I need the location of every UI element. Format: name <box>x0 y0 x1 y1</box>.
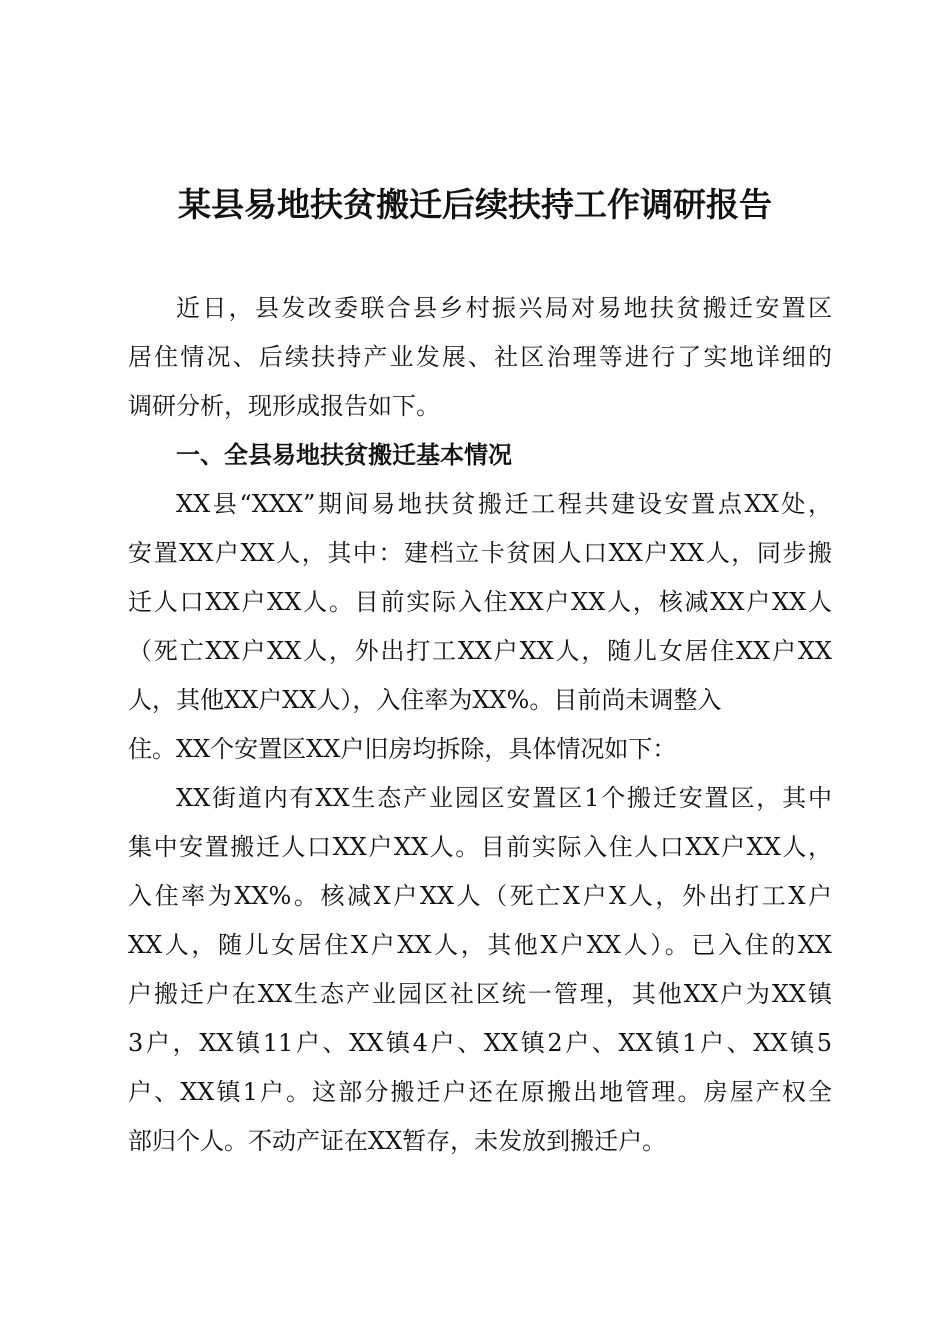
paragraph-3-line-7: 户、XX镇1户。这部分搬迁户还在原搬出地管理。房屋产权全 <box>128 1078 832 1106</box>
paragraph-2-line-4: （死亡XX户XX人，外出打工XX户XX人，随儿女居住XX户XX <box>128 637 832 665</box>
paragraph-3-line-6: 3户，XX镇11户、XX镇4户、XX镇2户、XX镇1户、XX镇5 <box>128 1029 832 1057</box>
paragraph-2-line-1: XX县“XXX”期间易地扶贫搬迁工程共建设安置点XX处， <box>176 490 832 518</box>
paragraph-3-line-3: 入住率为XX%。核减X户XX人（死亡X户X人，外出打工X户 <box>128 882 832 910</box>
paragraph-1-line-3: 调研分析，现形成报告如下。 <box>128 392 440 420</box>
paragraph-2-line-6: 住。XX个安置区XX户旧房均拆除，具体情况如下： <box>128 735 677 763</box>
paragraph-3-line-4: XX人，随儿女居住X户XX人，其他X户XX人）。已入住的XX <box>128 931 832 959</box>
paragraph-2-line-3: 迁人口XX户XX人。目前实际入住XX户XX人，核减XX户XX人 <box>128 588 832 616</box>
paragraph-3-line-1: XX街道内有XX生态产业园区安置区1个搬迁安置区，其中 <box>176 784 832 812</box>
paragraph-3-line-2: 集中安置搬迁人口XX户XX人。目前实际入住人口XX户XX人， <box>128 833 832 861</box>
paragraph-3-line-8: 部归个人。不动产证在XX暂存，未发放到搬迁户。 <box>128 1127 667 1155</box>
paragraph-2-line-5: 人，其他XX户XX人），入住率为XX%。目前尚未调整入 <box>128 686 722 714</box>
paragraph-1-line-1: 近日，县发改委联合县乡村振兴局对易地扶贫搬迁安置区 <box>176 294 832 322</box>
document-body <box>128 284 832 1166</box>
paragraph-2-line-2: 安置XX户XX人，其中：建档立卡贫困人口XX户XX人，同步搬 <box>128 539 832 567</box>
section-heading-1: 一、全县易地扶贫搬迁基本情况 <box>176 441 512 469</box>
paragraph-1-line-2: 居住情况、后续扶持产业发展、社区治理等进行了实地详细的 <box>128 343 832 371</box>
paragraph-3-line-5: 户搬迁户在XX生态产业园区社区统一管理，其他XX户为XX镇 <box>128 980 832 1008</box>
document-title: 某县易地扶贫搬迁后续扶持工作调研报告 <box>178 185 772 224</box>
